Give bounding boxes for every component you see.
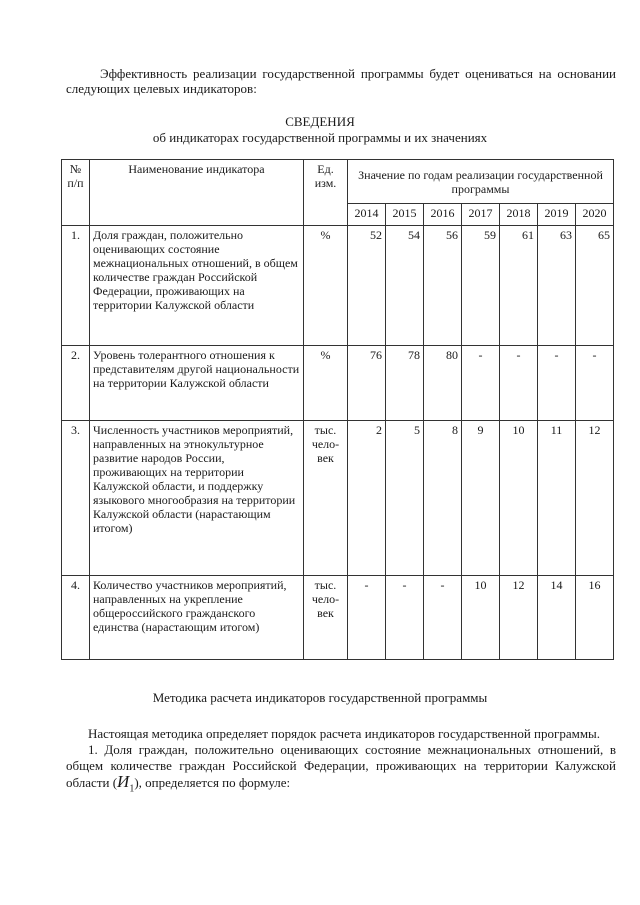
- row-value: 10: [500, 421, 538, 576]
- row-value: 61: [500, 226, 538, 346]
- header-year: 2014: [348, 204, 386, 226]
- indicator-symbol: [117, 772, 135, 795]
- header-year: 2019: [538, 204, 576, 226]
- row-value: 59: [462, 226, 500, 346]
- row-value: 54: [386, 226, 424, 346]
- row-value: 80: [424, 346, 462, 421]
- method-paragraph-2: [66, 742, 616, 797]
- row-value: 56: [424, 226, 462, 346]
- intro-text: Эффективность реализации государственной программы будет оцениваться на основании следующих целевых индикаторов:: [66, 66, 616, 96]
- table-heading-subtitle: об индикаторах государственной программы и их значениях: [152, 130, 488, 145]
- row-value: -: [576, 346, 614, 421]
- row-value: 8: [424, 421, 462, 576]
- indicators-table: [61, 159, 614, 660]
- table-row: [62, 346, 614, 421]
- row-num: 4.: [62, 576, 90, 660]
- row-value: 16: [576, 576, 614, 660]
- row-unit: тыс. чело-век: [304, 576, 348, 660]
- header-name: Наименование индикатора: [90, 160, 304, 226]
- intro-paragraph: [66, 66, 616, 96]
- row-value: -: [348, 576, 386, 660]
- table-row: [62, 576, 614, 660]
- row-value: 9: [462, 421, 500, 576]
- row-value: -: [462, 346, 500, 421]
- header-num: № п/п: [62, 160, 90, 226]
- method-paragraph-2-text: 1. Доля граждан, положительно оценивающих состояние межнациональных отношений, в общем количестве граждан Российской Федерации, проживающих на территории Калужской области (: [66, 742, 616, 790]
- header-year: 2017: [462, 204, 500, 226]
- row-value: -: [500, 346, 538, 421]
- row-num: 3.: [62, 421, 90, 576]
- header-values: Значение по годам реализации государственной программы: [348, 160, 614, 204]
- header-unit: Ед. изм.: [304, 160, 348, 226]
- row-value: 78: [386, 346, 424, 421]
- row-unit: %: [304, 346, 348, 421]
- header-year: 2015: [386, 204, 424, 226]
- row-value: 63: [538, 226, 576, 346]
- table-heading-title: СВЕДЕНИЯ: [285, 114, 355, 129]
- row-name: Количество участников мероприятий, направленных на укрепление общероссийского гражданского единства (нарастающим итогом): [90, 576, 304, 660]
- row-value: 52: [348, 226, 386, 346]
- row-value: -: [386, 576, 424, 660]
- row-name: Уровень толерантного отношения к представителям другой национальности на территории Калужской области: [90, 346, 304, 421]
- row-num: 1.: [62, 226, 90, 346]
- table-row: [62, 421, 614, 576]
- method-body: [66, 726, 616, 797]
- method-paragraph-1: Настоящая методика определяет порядок расчета индикаторов государственной программы.: [88, 726, 601, 741]
- method-paragraph-2-end: ), определяется по формуле:: [134, 775, 291, 790]
- indicator-symbol-subscript: 1: [129, 783, 135, 795]
- indicator-symbol-letter: И: [117, 772, 130, 791]
- header-year: 2016: [424, 204, 462, 226]
- row-num: 2.: [62, 346, 90, 421]
- row-name: Численность участников мероприятий, направленных на этнокультурное развитие народов России, проживающих на территории Калужской области, и поддержку языкового многообразия на территории Калужской области (нарастающим итогом): [90, 421, 304, 576]
- method-title: Методика расчета индикаторов государственной программы: [152, 690, 488, 705]
- row-value: 10: [462, 576, 500, 660]
- row-value: 12: [576, 421, 614, 576]
- table-row: [62, 226, 614, 346]
- row-unit: тыс. чело-век: [304, 421, 348, 576]
- row-value: -: [424, 576, 462, 660]
- row-value: 5: [386, 421, 424, 576]
- row-value: -: [538, 346, 576, 421]
- row-value: 2: [348, 421, 386, 576]
- row-value: 11: [538, 421, 576, 576]
- row-value: 65: [576, 226, 614, 346]
- row-value: 12: [500, 576, 538, 660]
- row-value: 14: [538, 576, 576, 660]
- row-value: 76: [348, 346, 386, 421]
- row-name: Доля граждан, положительно оценивающих состояние межнациональных отношений, в общем количестве граждан Российской Федерации, проживающих на территории Калужской области: [90, 226, 304, 346]
- header-year: 2020: [576, 204, 614, 226]
- header-year: 2018: [500, 204, 538, 226]
- row-unit: %: [304, 226, 348, 346]
